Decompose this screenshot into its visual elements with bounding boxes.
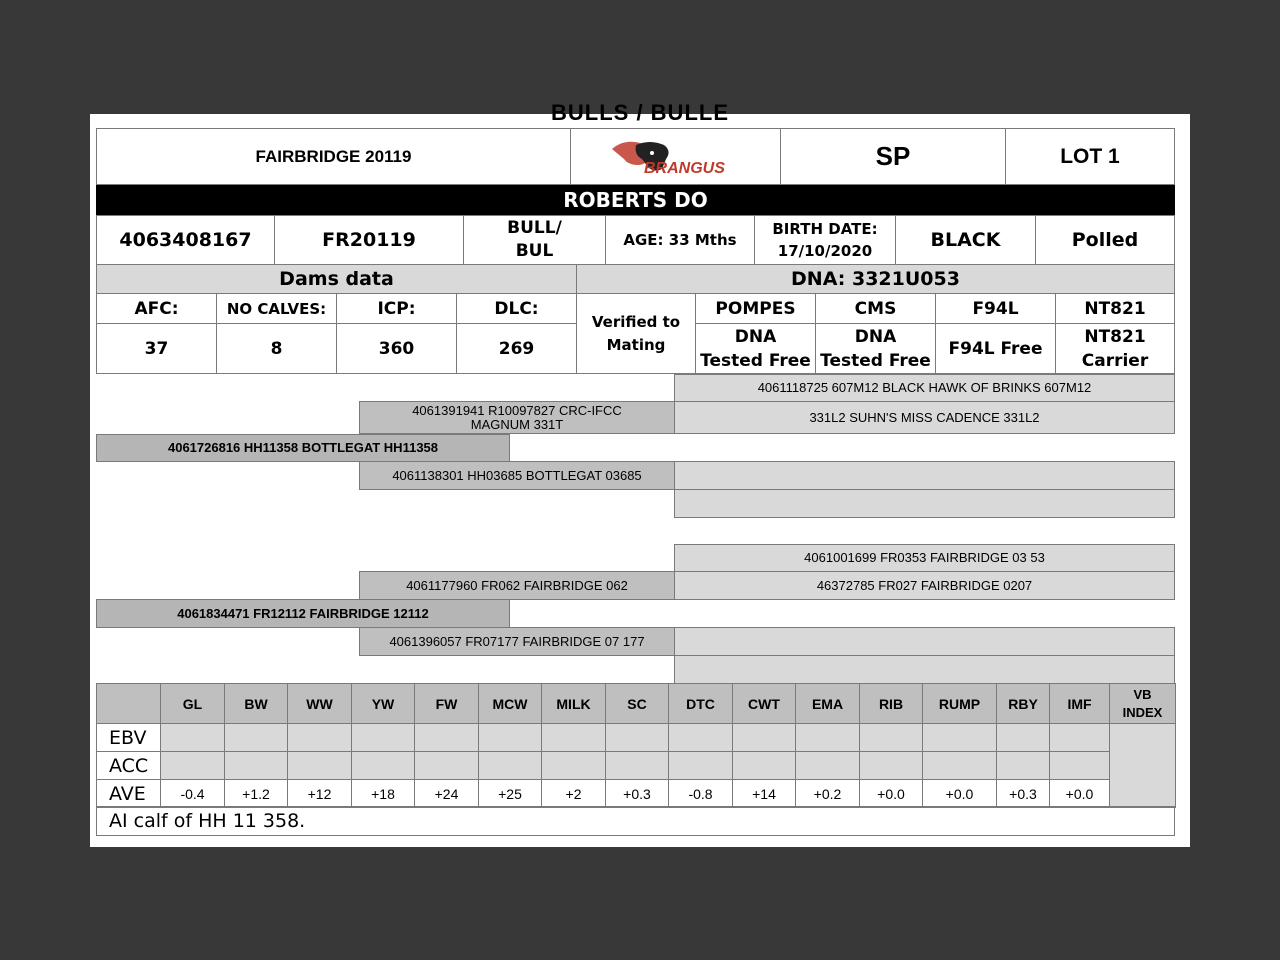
ebv-cell: +12 xyxy=(287,779,352,808)
dna-test-nt821-name: NT821 xyxy=(1055,293,1175,324)
sex-line2: BUL xyxy=(515,241,554,261)
verified-line1: Verified to xyxy=(591,312,681,331)
dlc-value: 269 xyxy=(456,323,577,374)
dna-test-f94l-name: F94L xyxy=(935,293,1056,324)
ebv-cell xyxy=(478,723,542,752)
ebv-row-label-ebv: EBV xyxy=(96,723,161,752)
pedigree-dam-sire-sire: 4061001699 FR0353 FAIRBRIDGE 03 53 xyxy=(674,544,1175,572)
lot-number: LOT 1 xyxy=(1005,128,1175,185)
ebv-row-label-ave: AVE xyxy=(96,779,161,808)
ebv-cell xyxy=(541,723,606,752)
ebv-cell xyxy=(668,723,733,752)
ebv-cell: +0.3 xyxy=(605,779,669,808)
ebv-cell: +25 xyxy=(478,779,542,808)
ebv-cell: +18 xyxy=(351,779,415,808)
no-calves-value: 8 xyxy=(216,323,337,374)
ebv-header-cwt: CWT xyxy=(732,683,796,724)
pedigree-sire-sire-sire: 4061118725 607M12 BLACK HAWK OF BRINKS 607M12 xyxy=(674,374,1175,402)
ebv-header-rib: RIB xyxy=(859,683,923,724)
section-heading: BULLS / BULLE xyxy=(551,100,729,125)
ebv-cell xyxy=(160,751,225,780)
dna-title: DNA: 3321U053 xyxy=(576,264,1175,294)
vb-index-value xyxy=(1109,723,1176,808)
icp-value: 360 xyxy=(336,323,457,374)
dna-test-cms-result xyxy=(815,323,936,374)
dams-data-title: Dams data xyxy=(96,264,577,294)
pompes-result-line1: DNA xyxy=(734,326,777,347)
pedigree-sire-dam-sire xyxy=(674,461,1175,490)
ebv-cell: +0.0 xyxy=(859,779,923,808)
verified-line2: Mating xyxy=(606,335,666,354)
nt821-result-line1: NT821 xyxy=(1084,326,1146,347)
colour-field: BLACK xyxy=(895,215,1036,265)
age-field: AGE: 33 Mths xyxy=(605,215,755,265)
ebv-header-ww: WW xyxy=(287,683,352,724)
ebv-cell: +24 xyxy=(414,779,479,808)
vb-index-line2: INDEX xyxy=(1122,704,1163,720)
birth-date-label: BIRTH DATE: xyxy=(772,220,878,238)
ebv-cell xyxy=(996,723,1050,752)
ebv-cell xyxy=(605,723,669,752)
ebv-cell: +14 xyxy=(732,779,796,808)
ebv-cell xyxy=(859,751,923,780)
ebv-cell: +0.0 xyxy=(1049,779,1110,808)
ebv-cell xyxy=(224,751,288,780)
nt821-result-line2: Carrier xyxy=(1081,350,1149,371)
ebv-cell xyxy=(1049,723,1110,752)
pedigree-dam-sire: 4061177960 FR062 FAIRBRIDGE 062 xyxy=(359,571,675,600)
dna-test-cms-name: CMS xyxy=(815,293,936,324)
pedigree-dam-dam-sire xyxy=(674,627,1175,656)
ebv-header-dtc: DTC xyxy=(668,683,733,724)
ebv-cell: -0.4 xyxy=(160,779,225,808)
ebv-header-fw: FW xyxy=(414,683,479,724)
ebv-cell xyxy=(605,751,669,780)
ebv-header-rby: RBY xyxy=(996,683,1050,724)
pedigree-sire-dam: 4061138301 HH03685 BOTTLEGAT 03685 xyxy=(359,461,675,490)
ebv-cell xyxy=(922,723,997,752)
no-calves-label: NO CALVES: xyxy=(216,293,337,324)
ebv-cell: +0.2 xyxy=(795,779,860,808)
brangus-logo xyxy=(570,128,781,185)
tag-number: FR20119 xyxy=(274,215,464,265)
pedigree-sire-sire: 4061391941 R10097827 CRC-IFCC MAGNUM 331T xyxy=(359,401,675,434)
ebv-cell xyxy=(732,723,796,752)
pedigree-dam-dam-dam xyxy=(674,655,1175,684)
ebv-cell xyxy=(795,751,860,780)
ebv-row-label-acc: ACC xyxy=(96,751,161,780)
ebv-cell: -0.8 xyxy=(668,779,733,808)
ebv-header-mcw: MCW xyxy=(478,683,542,724)
ebv-cell: +0.0 xyxy=(922,779,997,808)
sale-card xyxy=(90,100,1190,847)
ebv-header-ema: EMA xyxy=(795,683,860,724)
brangus-logo-icon xyxy=(606,135,746,179)
ebv-cell xyxy=(351,723,415,752)
afc-label: AFC: xyxy=(96,293,217,324)
dlc-label: DLC: xyxy=(456,293,577,324)
ebv-cell xyxy=(1049,751,1110,780)
ebv-cell xyxy=(160,723,225,752)
birth-date-value: 17/10/2020 xyxy=(777,242,873,260)
grade-badge: SP xyxy=(780,128,1006,185)
horn-status: Polled xyxy=(1035,215,1175,265)
ebv-header-milk: MILK xyxy=(541,683,606,724)
pedigree-sire-sire-dam: 331L2 SUHN'S MISS CADENCE 331L2 xyxy=(674,401,1175,434)
ebv-cell xyxy=(668,751,733,780)
ebv-corner-cell xyxy=(96,683,161,724)
dna-test-f94l-result: F94L Free xyxy=(935,323,1056,374)
ebv-cell xyxy=(478,751,542,780)
ebv-cell: +1.2 xyxy=(224,779,288,808)
vb-index-line1: VB xyxy=(1133,686,1152,702)
ebv-header-bw: BW xyxy=(224,683,288,724)
ebv-header-imf: IMF xyxy=(1049,683,1110,724)
verified-to-mating xyxy=(576,293,696,374)
registration-number: 4063408167 xyxy=(96,215,275,265)
pedigree-dam-dam: 4061396057 FR07177 FAIRBRIDGE 07 177 xyxy=(359,627,675,656)
cms-result-line2: Tested Free xyxy=(820,350,931,371)
afc-value: 37 xyxy=(96,323,217,374)
ebv-header-sc: SC xyxy=(605,683,669,724)
pompes-result-line2: Tested Free xyxy=(700,350,811,371)
ebv-header-yw: YW xyxy=(351,683,415,724)
breeder-name: ROBERTS DO xyxy=(96,185,1175,215)
ebv-header-rump: RUMP xyxy=(922,683,997,724)
ebv-cell xyxy=(922,751,997,780)
comment: AI calf of HH 11 358. xyxy=(96,806,1175,836)
cms-result-line1: DNA xyxy=(854,326,897,347)
ebv-cell xyxy=(996,751,1050,780)
pedigree-dam: 4061834471 FR12112 FAIRBRIDGE 12112 xyxy=(96,599,510,628)
ebv-cell xyxy=(732,751,796,780)
ebv-cell xyxy=(287,723,352,752)
logo-wordmark: BRANGUS xyxy=(643,159,725,177)
pedigree-sire: 4061726816 HH11358 BOTTLEGAT HH11358 xyxy=(96,434,510,462)
ebv-cell xyxy=(287,751,352,780)
ebv-table xyxy=(96,683,1175,808)
pedigree-sire-dam-dam xyxy=(674,489,1175,518)
ebv-cell: +2 xyxy=(541,779,606,808)
dna-test-nt821-result xyxy=(1055,323,1175,374)
ebv-header-gl: GL xyxy=(160,683,225,724)
ebv-cell xyxy=(224,723,288,752)
ebv-cell xyxy=(414,723,479,752)
ebv-cell xyxy=(541,751,606,780)
sex-line1: BULL/ xyxy=(507,218,562,238)
animal-name: FAIRBRIDGE 20119 xyxy=(96,128,571,185)
ebv-cell xyxy=(795,723,860,752)
ebv-cell xyxy=(859,723,923,752)
ebv-cell xyxy=(414,751,479,780)
birth-date-field xyxy=(754,215,896,265)
icp-label: ICP: xyxy=(336,293,457,324)
ebv-cell: +0.3 xyxy=(996,779,1050,808)
sex-field xyxy=(463,215,606,265)
dna-test-pompes-name: POMPES xyxy=(695,293,816,324)
ebv-cell xyxy=(351,751,415,780)
dna-test-pompes-result xyxy=(695,323,816,374)
pedigree-dam-sire-dam: 46372785 FR027 FAIRBRIDGE 0207 xyxy=(674,571,1175,600)
ebv-header-vb-index xyxy=(1109,683,1176,724)
